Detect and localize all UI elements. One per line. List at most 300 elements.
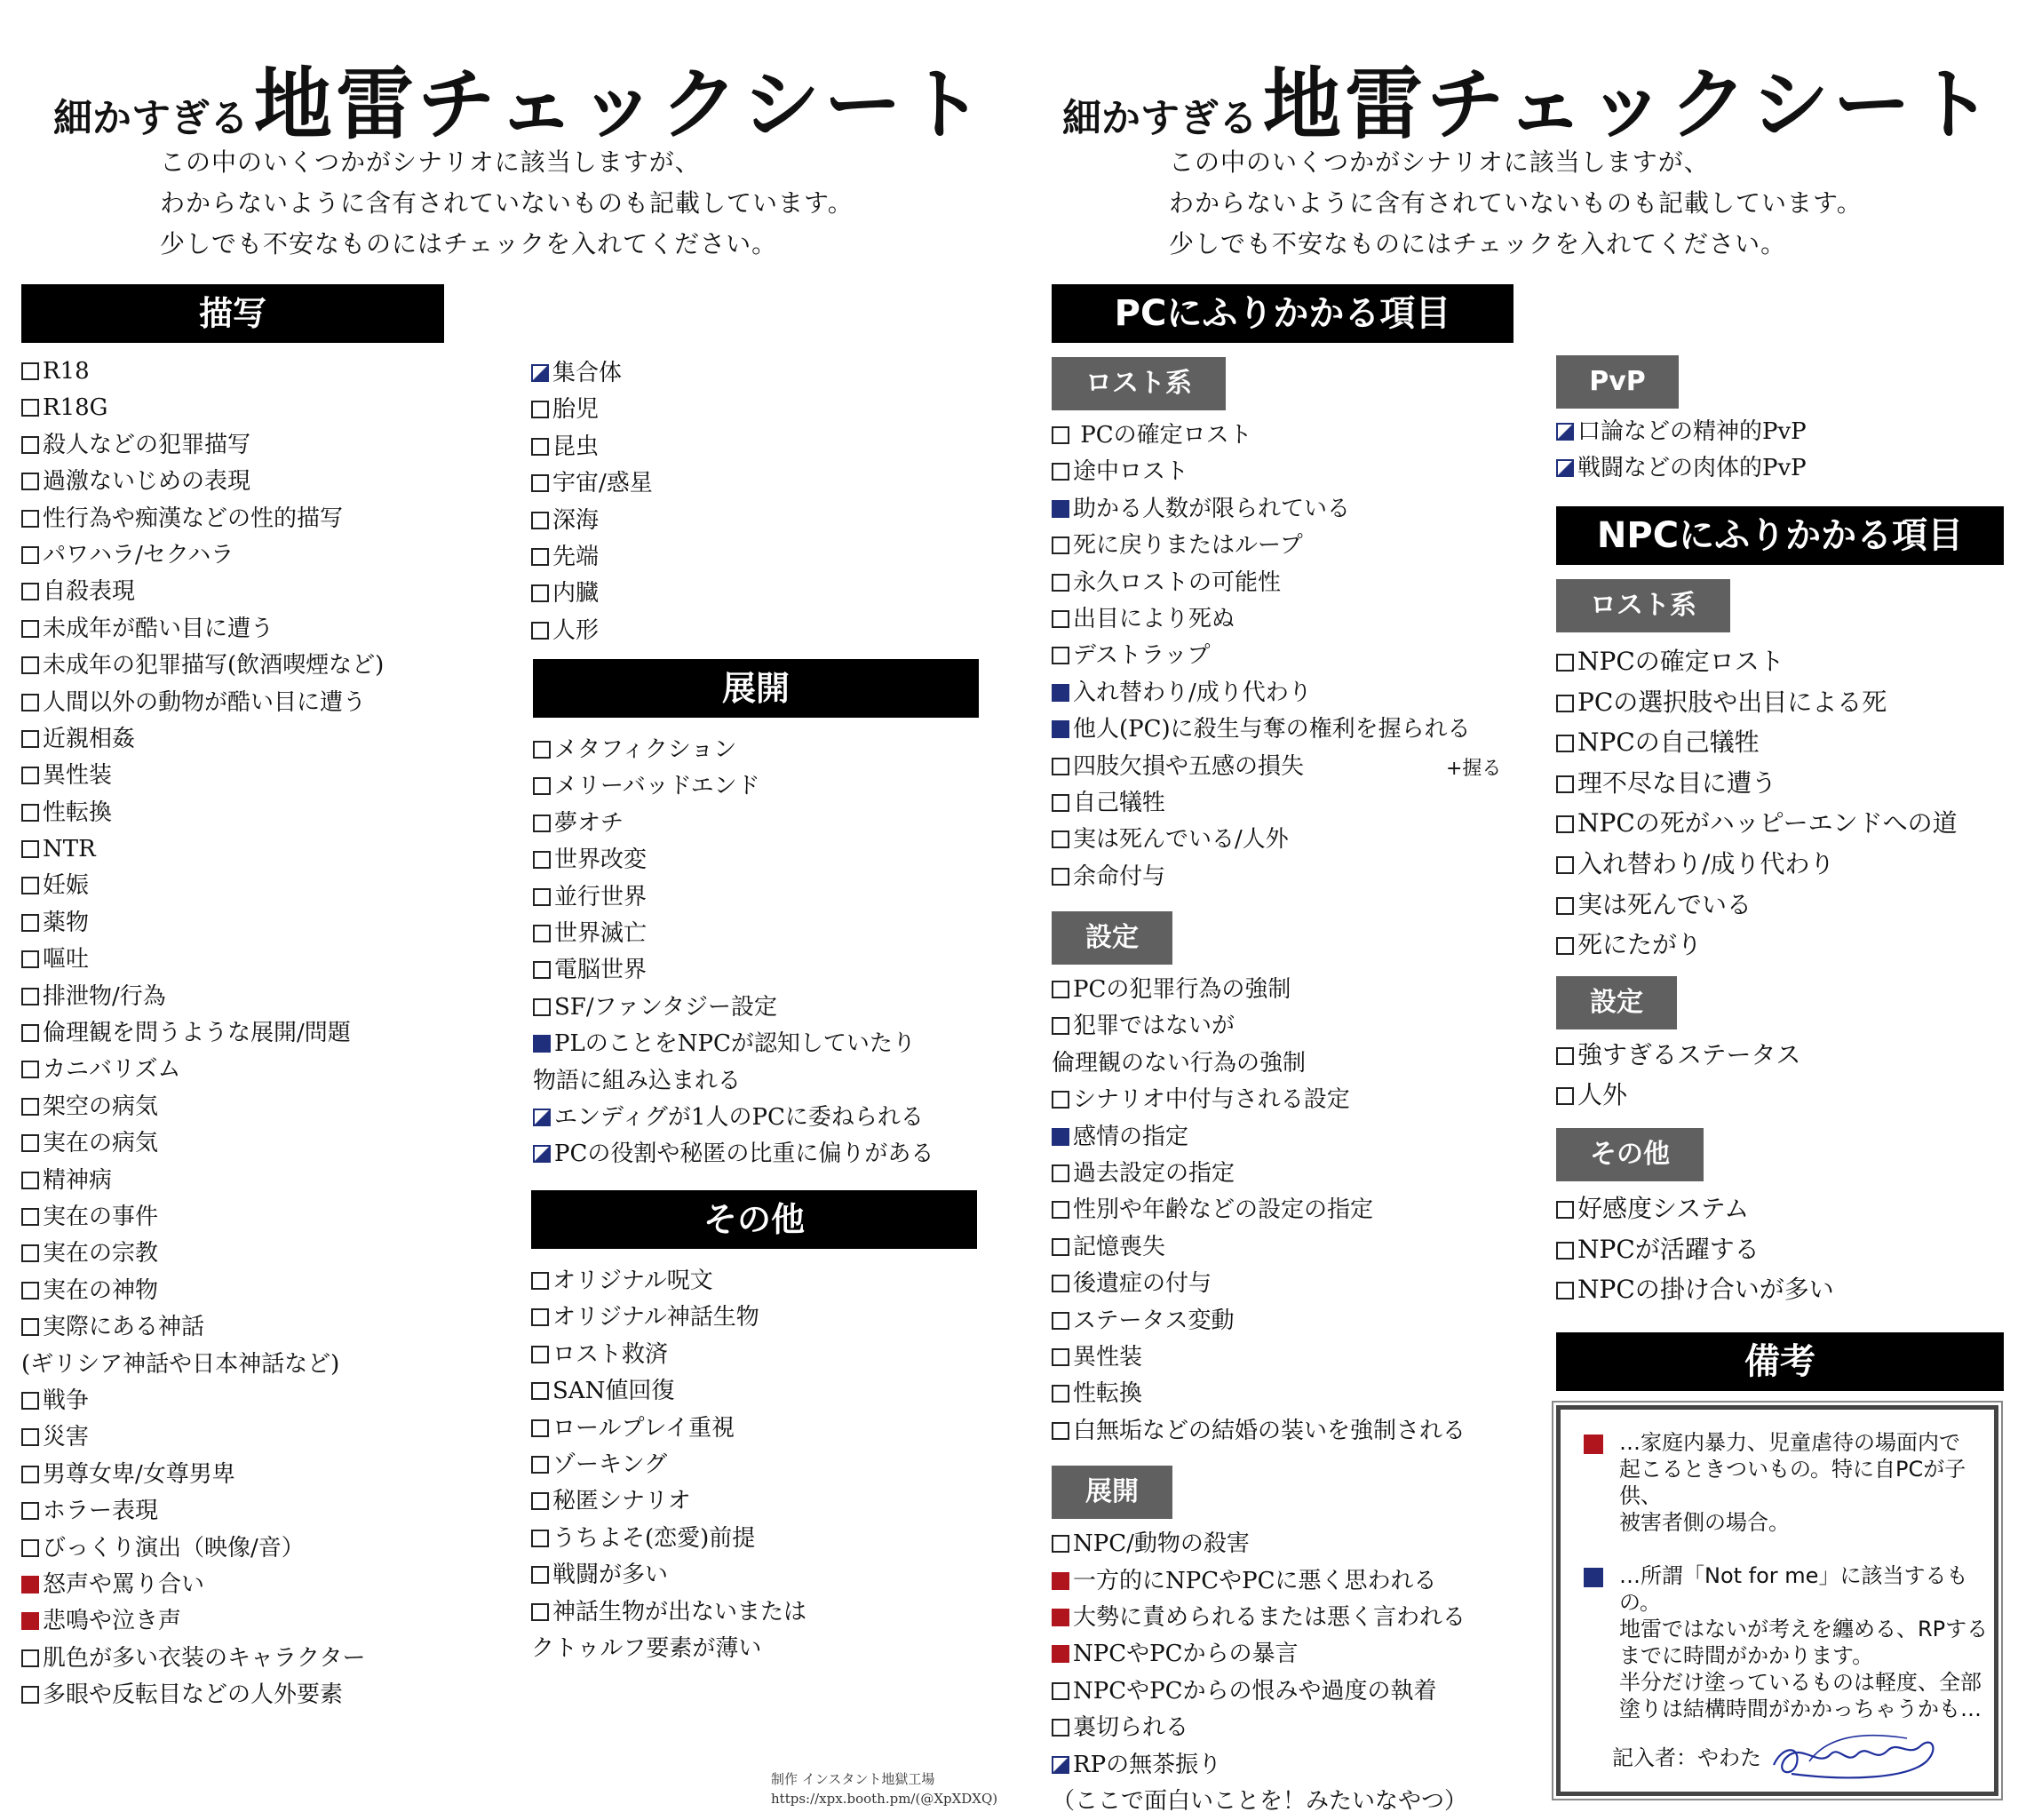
- checklist-item[interactable]: [21, 795, 444, 831]
- checkbox[interactable]: [533, 925, 551, 942]
- checklist-item[interactable]: [1556, 885, 2004, 926]
- checkbox[interactable]: [1556, 815, 1574, 833]
- checklist-item[interactable]: [1052, 1339, 1514, 1376]
- checklist-item[interactable]: [21, 721, 444, 758]
- checkbox[interactable]: [21, 877, 39, 894]
- checklist-item[interactable]: [533, 806, 979, 842]
- checkbox[interactable]: [1052, 426, 1069, 444]
- checkbox[interactable]: [21, 694, 39, 711]
- checklist-item-label: 電脳世界: [554, 957, 648, 984]
- checklist-item-label: 世界滅亡: [554, 919, 648, 947]
- checkbox[interactable]: [1052, 610, 1069, 628]
- checklist-item[interactable]: [1052, 1119, 1514, 1156]
- checklist-item[interactable]: [21, 390, 444, 426]
- checklist-item-label: 余命付与: [1073, 862, 1166, 890]
- checkbox[interactable]: [21, 1576, 39, 1593]
- checkbox[interactable]: [21, 1466, 39, 1483]
- checklist-item-label: 自己犠牲: [1073, 789, 1166, 816]
- checklist-item[interactable]: [21, 611, 444, 648]
- checklist-item-label: 実在の病気: [43, 1130, 159, 1157]
- checklist-item-label: PLのことをNPCが認知していたり: [554, 1030, 916, 1058]
- checklist-item[interactable]: [21, 1493, 444, 1530]
- checklist-item[interactable]: [531, 1594, 977, 1631]
- checkbox[interactable]: [1052, 831, 1069, 848]
- checkbox[interactable]: [21, 1208, 39, 1226]
- checkbox[interactable]: [531, 1382, 549, 1400]
- checklist-item[interactable]: [21, 354, 444, 390]
- checklist-item[interactable]: [1052, 1784, 1514, 1820]
- checkbox[interactable]: [21, 473, 39, 490]
- checkbox[interactable]: [1052, 1017, 1069, 1035]
- checklist-item[interactable]: [531, 1373, 977, 1410]
- checklist-item[interactable]: [533, 842, 979, 878]
- checkbox[interactable]: [1556, 775, 1574, 793]
- checklist-item-label: 感情の指定: [1073, 1123, 1189, 1150]
- checklist-item[interactable]: [1556, 1188, 2004, 1229]
- checklist-item-label: (ギリシア神話や日本神話など): [21, 1350, 340, 1378]
- checkbox[interactable]: [1052, 720, 1069, 738]
- checklist-item[interactable]: [1052, 1710, 1514, 1746]
- checklist-item[interactable]: [21, 501, 444, 537]
- signature-image: [1765, 1719, 1943, 1790]
- checkbox[interactable]: [1052, 1164, 1069, 1182]
- checklist-item-label: 入れ替わり/成り代わり: [1577, 848, 1835, 878]
- checklist-item[interactable]: [1052, 565, 1514, 601]
- checklist-item-label: 戦争: [43, 1387, 90, 1414]
- checklist-item-label: 永久ロストの可能性: [1073, 568, 1282, 596]
- checkbox[interactable]: [533, 815, 551, 832]
- checkbox[interactable]: [21, 1612, 39, 1630]
- checklist-item[interactable]: [21, 1052, 444, 1088]
- checklist-item[interactable]: [1052, 972, 1514, 1008]
- checklist-item[interactable]: [531, 355, 975, 392]
- checkbox[interactable]: [531, 512, 549, 529]
- checklist-item[interactable]: [21, 537, 444, 574]
- checkbox[interactable]: [1052, 1535, 1069, 1553]
- npc-settei-block: [1556, 976, 2004, 1116]
- checklist-item[interactable]: [21, 1641, 444, 1677]
- checkbox[interactable]: [21, 1244, 39, 1262]
- checkbox[interactable]: [1052, 1312, 1069, 1330]
- intro-line: わからないように含有されていないものも記載しています。: [160, 188, 854, 218]
- checkbox[interactable]: [1052, 868, 1069, 886]
- checkbox[interactable]: [533, 1035, 551, 1053]
- checklist-item-label: NPCやPCからの暴言: [1073, 1641, 1299, 1668]
- checklist-item[interactable]: [1052, 1229, 1514, 1266]
- checkbox[interactable]: [1052, 1238, 1069, 1256]
- checklist-item-label: オリジナル神話生物: [552, 1304, 759, 1331]
- checkbox[interactable]: [1556, 1087, 1574, 1105]
- checkbox[interactable]: [21, 510, 39, 528]
- checkbox[interactable]: [21, 840, 39, 858]
- checkbox[interactable]: [533, 741, 551, 759]
- checklist-item[interactable]: [531, 1299, 977, 1336]
- checklist-item-label: 助かる人数が限られている: [1073, 495, 1351, 522]
- checklist-item[interactable]: [1556, 763, 2004, 804]
- checklist-item-label: シナリオ中付与される設定: [1073, 1086, 1350, 1114]
- checklist-item[interactable]: [531, 429, 975, 465]
- checklist-item[interactable]: [533, 879, 979, 916]
- checklist-item[interactable]: [1052, 711, 1514, 748]
- checklist-item[interactable]: [21, 427, 444, 464]
- checklist-item[interactable]: [21, 1199, 444, 1236]
- checkbox[interactable]: [533, 851, 551, 869]
- checklist-item-label: 多眼や反転目などの人外要素: [43, 1681, 344, 1709]
- checklist-item[interactable]: [21, 1089, 444, 1125]
- checklist-item[interactable]: [21, 648, 444, 684]
- sonota-section: [531, 1190, 977, 1667]
- checklist-item[interactable]: [1052, 1636, 1514, 1673]
- checklist-item[interactable]: [1556, 722, 2004, 763]
- remark-red-line: 起こるときついもの。特に自PCが子供、: [1619, 1457, 1966, 1508]
- checkbox[interactable]: [1052, 1609, 1069, 1626]
- checkbox[interactable]: [1052, 758, 1069, 775]
- checklist-item[interactable]: [21, 979, 444, 1015]
- checklist-item[interactable]: [1052, 1192, 1514, 1228]
- checklist-item-label: NPCの掛け合いが多い: [1577, 1275, 1834, 1305]
- checkbox[interactable]: [21, 656, 39, 674]
- byosha2-section: [531, 355, 975, 649]
- checkbox[interactable]: [1052, 1128, 1069, 1146]
- checklist-item[interactable]: [1052, 454, 1514, 490]
- checkbox[interactable]: [533, 777, 551, 795]
- checklist-item-label: 妊娠: [43, 872, 90, 900]
- checklist-item-label: 性別や年齢などの設定の指定: [1073, 1196, 1374, 1224]
- checklist-item[interactable]: [21, 1567, 444, 1603]
- checkbox[interactable]: [1556, 1282, 1574, 1299]
- checklist-item[interactable]: [21, 1273, 444, 1309]
- checklist-item[interactable]: [533, 732, 979, 768]
- credit-maker: 制作 インスタント地獄工場: [771, 1771, 935, 1787]
- checkbox[interactable]: [21, 1098, 39, 1116]
- checkbox[interactable]: [1052, 500, 1069, 518]
- checklist-item[interactable]: [21, 868, 444, 904]
- checklist-item-label: 胎児: [552, 396, 600, 424]
- checklist-item-label: 実は死んでいる/人外: [1073, 826, 1289, 854]
- checklist-item[interactable]: [1556, 1229, 2004, 1270]
- checklist-item[interactable]: [1052, 675, 1514, 711]
- checklist-item[interactable]: [1052, 859, 1514, 895]
- checklist-item[interactable]: [1052, 1303, 1514, 1339]
- checklist-item[interactable]: [533, 989, 979, 1026]
- checklist-item[interactable]: [1052, 601, 1514, 638]
- checkbox[interactable]: [531, 438, 549, 456]
- checklist-item[interactable]: [1052, 1563, 1514, 1600]
- checkbox[interactable]: [1052, 1091, 1069, 1109]
- checklist-item[interactable]: [531, 539, 975, 576]
- checkbox[interactable]: [1556, 423, 1574, 441]
- checklist-item[interactable]: [1052, 749, 1514, 785]
- lost-list: [1052, 417, 1514, 895]
- checklist-item[interactable]: [1052, 528, 1514, 564]
- checkbox[interactable]: [1052, 1275, 1069, 1292]
- section-header-byosha: 描写: [21, 284, 444, 343]
- checkbox[interactable]: [1052, 1348, 1069, 1366]
- checklist-item[interactable]: [1556, 450, 2000, 487]
- checklist-item[interactable]: [21, 1530, 444, 1567]
- checkbox[interactable]: [531, 1566, 549, 1584]
- checkbox[interactable]: [533, 998, 551, 1016]
- checklist-item[interactable]: [1556, 641, 2004, 682]
- checklist-item[interactable]: [1052, 1673, 1514, 1710]
- checklist-item[interactable]: [533, 768, 979, 805]
- checkbox[interactable]: [531, 364, 549, 382]
- checkbox[interactable]: [21, 1134, 39, 1152]
- checklist-item[interactable]: [533, 952, 979, 989]
- checkbox[interactable]: [21, 620, 39, 638]
- checklist-item[interactable]: [531, 1337, 977, 1373]
- checkbox[interactable]: [1052, 1719, 1069, 1737]
- checkbox[interactable]: [1556, 654, 1574, 672]
- checkbox[interactable]: [531, 584, 549, 602]
- checkbox[interactable]: [1556, 1047, 1574, 1065]
- checklist-item-label: 架空の病気: [43, 1093, 159, 1120]
- remark-blue-line: 塗りは結構時間がかかっちゃうかも…: [1619, 1697, 1982, 1721]
- checkbox[interactable]: [21, 1686, 39, 1704]
- checkbox[interactable]: [533, 1109, 551, 1126]
- checkbox[interactable]: [1556, 1242, 1574, 1260]
- checklist-item[interactable]: [1052, 417, 1514, 454]
- checkbox[interactable]: [21, 1502, 39, 1520]
- checkbox[interactable]: [1052, 1422, 1069, 1440]
- credit: [771, 1769, 997, 1808]
- checkbox[interactable]: [1052, 1201, 1069, 1219]
- checklist-item-label: 嘔吐: [43, 946, 90, 974]
- subheader-tenkai: 展開: [1052, 1466, 1172, 1519]
- checklist-item-label: RPの無茶振り: [1073, 1751, 1222, 1778]
- checklist-item[interactable]: [21, 1603, 444, 1640]
- checkbox[interactable]: [531, 1492, 549, 1510]
- checkbox[interactable]: [531, 1308, 549, 1326]
- checkbox[interactable]: [531, 622, 549, 640]
- checkbox[interactable]: [531, 1419, 549, 1437]
- checkbox[interactable]: [21, 1392, 39, 1410]
- checklist-item[interactable]: [533, 1026, 979, 1062]
- checklist-item-label: 実在の宗教: [43, 1240, 159, 1268]
- signature-stroke: [1774, 1743, 1933, 1778]
- checklist-item-label: 好感度システム: [1577, 1193, 1750, 1223]
- checklist-item[interactable]: [1052, 1413, 1514, 1450]
- checklist-item[interactable]: [531, 503, 975, 539]
- checkbox[interactable]: [21, 1061, 39, 1078]
- checkbox[interactable]: [1052, 1572, 1069, 1590]
- checkbox[interactable]: [21, 399, 39, 417]
- checklist-item-label: R18G: [43, 394, 108, 422]
- checkbox[interactable]: [21, 1649, 39, 1667]
- checklist-item-label: 過去設定の指定: [1073, 1160, 1235, 1188]
- checklist-item[interactable]: [21, 1125, 444, 1162]
- checklist-item[interactable]: [21, 464, 444, 500]
- checklist-item[interactable]: [1052, 785, 1514, 822]
- checklist-item[interactable]: [531, 392, 975, 428]
- checklist-item[interactable]: [21, 1347, 444, 1383]
- checklist-item-label: 昆虫: [552, 433, 600, 460]
- checklist-item[interactable]: [21, 1163, 444, 1199]
- checklist-item[interactable]: [1052, 491, 1514, 528]
- checkbox[interactable]: [21, 362, 39, 380]
- checklist-item[interactable]: [21, 1309, 444, 1346]
- checkbox[interactable]: [1556, 459, 1574, 477]
- checkbox[interactable]: [533, 1145, 551, 1163]
- checkbox[interactable]: [531, 1530, 549, 1547]
- checklist-item-label: 薬物: [43, 909, 90, 936]
- checklist-item-label: NPCが活躍する: [1577, 1234, 1760, 1264]
- checkbox[interactable]: [1556, 735, 1574, 752]
- checkbox[interactable]: [531, 1272, 549, 1290]
- checklist-item[interactable]: [21, 831, 444, 868]
- checkbox[interactable]: [1052, 536, 1069, 554]
- checkbox[interactable]: [531, 1456, 549, 1474]
- checkbox[interactable]: [1052, 794, 1069, 812]
- sheet-title: [1062, 43, 1996, 155]
- checklist-item-label: 殺人などの犯罪描写: [43, 431, 251, 458]
- checkbox[interactable]: [21, 546, 39, 564]
- checklist-item-label: 人外: [1577, 1080, 1628, 1110]
- checklist-item-label: 未成年の犯罪描写(飲酒喫煙など): [43, 652, 385, 680]
- checklist-item[interactable]: [21, 1677, 444, 1713]
- checkbox[interactable]: [1556, 695, 1574, 712]
- checklist-item[interactable]: [531, 465, 975, 502]
- checkbox[interactable]: [21, 950, 39, 968]
- checklist-item-label: 実在の神物: [43, 1276, 159, 1304]
- settei-block: [1052, 911, 1514, 1450]
- subheader-npc-sonota: その他: [1556, 1128, 1704, 1181]
- checkbox[interactable]: [531, 401, 549, 418]
- npc-lost-block: [1556, 579, 2004, 966]
- subheader-pvp: PvP: [1556, 355, 1679, 409]
- checklist-item[interactable]: [533, 1100, 979, 1136]
- credit-url[interactable]: https://xpx.booth.pm/(@XpXDXQ): [771, 1791, 998, 1807]
- checkbox[interactable]: [21, 730, 39, 748]
- checklist-item[interactable]: [531, 576, 975, 612]
- checklist-item[interactable]: [1052, 638, 1514, 674]
- checklist-item[interactable]: [21, 1419, 444, 1456]
- checkbox[interactable]: [21, 1172, 39, 1189]
- checkbox[interactable]: [1052, 1756, 1069, 1774]
- checkbox[interactable]: [531, 474, 549, 492]
- checkbox[interactable]: [531, 548, 549, 566]
- checkbox[interactable]: [21, 988, 39, 1005]
- checklist-item[interactable]: [1052, 1266, 1514, 1302]
- checklist-item[interactable]: [531, 1263, 977, 1299]
- checklist-item[interactable]: [531, 1483, 977, 1520]
- checklist-item-label: SAN値回復: [552, 1378, 675, 1405]
- checklist-item-label: 戦闘などの肉体的PvP: [1577, 455, 1807, 482]
- checklist-item[interactable]: [1052, 1747, 1514, 1784]
- checklist-item[interactable]: [531, 1447, 977, 1483]
- checkbox[interactable]: [1052, 647, 1069, 664]
- checklist-item-label: 記憶喪失: [1073, 1233, 1166, 1260]
- checkbox[interactable]: [533, 961, 551, 979]
- checklist-item[interactable]: [21, 685, 444, 721]
- checklist-item[interactable]: [1556, 414, 2000, 450]
- subheader-lost: ロスト系: [1052, 357, 1226, 410]
- checkbox[interactable]: [21, 804, 39, 822]
- checkbox[interactable]: [1052, 1385, 1069, 1403]
- checkbox[interactable]: [1052, 1645, 1069, 1663]
- checklist-item[interactable]: [1556, 844, 2004, 885]
- checklist-item[interactable]: [533, 1136, 979, 1172]
- checklist-item[interactable]: [21, 905, 444, 942]
- checklist-item-label: メタフィクション: [554, 736, 737, 763]
- checklist-item[interactable]: [1052, 1045, 1514, 1082]
- checklist-item[interactable]: [533, 1063, 979, 1100]
- checkbox[interactable]: [21, 1428, 39, 1446]
- checklist-item[interactable]: [21, 1236, 444, 1272]
- remarks-box: [1556, 1405, 1998, 1796]
- checklist-item[interactable]: [1052, 822, 1514, 858]
- checklist-item[interactable]: [21, 758, 444, 794]
- checklist-item[interactable]: [531, 613, 975, 649]
- checklist-item[interactable]: [1052, 1008, 1514, 1045]
- checkbox[interactable]: [531, 1603, 549, 1621]
- checklist-item-label: 強すぎるステータス: [1577, 1039, 1801, 1069]
- checklist-item[interactable]: [1556, 803, 2004, 844]
- checkbox[interactable]: [1052, 463, 1069, 481]
- checklist-item[interactable]: [531, 1411, 977, 1447]
- checkbox[interactable]: [1556, 937, 1574, 955]
- checkbox[interactable]: [21, 1318, 39, 1336]
- checkbox[interactable]: [1556, 1201, 1574, 1219]
- checkbox[interactable]: [21, 583, 39, 600]
- checklist-item[interactable]: [1556, 925, 2004, 966]
- checkbox[interactable]: [21, 1282, 39, 1299]
- checklist-item[interactable]: [1052, 1600, 1514, 1636]
- checklist-item-label: NPCの自己犠牲: [1577, 727, 1760, 758]
- checklist-item[interactable]: [21, 574, 444, 610]
- checkbox[interactable]: [531, 1346, 549, 1363]
- section-header-sonota: その他: [531, 1190, 977, 1249]
- checklist-item[interactable]: [1556, 1075, 2004, 1116]
- intro-line: わからないように含有されていないものも記載しています。: [1169, 188, 1863, 218]
- checklist-item[interactable]: [531, 1631, 977, 1667]
- checklist-item[interactable]: [1556, 1269, 2004, 1310]
- checklist-item[interactable]: [1052, 1156, 1514, 1192]
- checkbox[interactable]: [1052, 684, 1069, 702]
- checklist-item-label: メリーバッドエンド: [554, 773, 760, 800]
- checkbox[interactable]: [21, 914, 39, 932]
- checklist-item[interactable]: [1052, 1526, 1514, 1562]
- checkbox[interactable]: [21, 436, 39, 454]
- checkbox[interactable]: [1052, 574, 1069, 592]
- checkbox[interactable]: [21, 1024, 39, 1042]
- checkbox[interactable]: [533, 888, 551, 906]
- checklist-item-label: ロールプレイ重視: [552, 1414, 735, 1442]
- checklist-item[interactable]: [1556, 682, 2004, 723]
- checkbox[interactable]: [1556, 856, 1574, 874]
- checklist-item[interactable]: [21, 1015, 444, 1052]
- checklist-item-label: 過激ないじめの表現: [43, 468, 251, 496]
- checkbox[interactable]: [1052, 981, 1069, 998]
- checklist-item[interactable]: [1556, 1035, 2004, 1076]
- remark-red-line: …家庭内暴力、児童虐待の場面内で: [1619, 1430, 1960, 1455]
- checkbox[interactable]: [21, 767, 39, 784]
- checkbox[interactable]: [1052, 1682, 1069, 1700]
- checklist-item-label: デストラップ: [1073, 642, 1211, 670]
- checklist-item[interactable]: [21, 1383, 444, 1419]
- checklist-item[interactable]: [1052, 1376, 1514, 1412]
- left-sheet: [0, 0, 1009, 1819]
- checklist-item[interactable]: [533, 916, 979, 952]
- checklist-item-label: 一方的にNPCやPCに悪く思われる: [1073, 1567, 1437, 1594]
- checklist-item[interactable]: [21, 1457, 444, 1493]
- checkbox[interactable]: [21, 1539, 39, 1557]
- checklist-item[interactable]: [21, 942, 444, 978]
- checklist-item[interactable]: [1052, 1082, 1514, 1118]
- checkbox[interactable]: [1556, 897, 1574, 915]
- checklist-item[interactable]: [531, 1521, 977, 1557]
- checklist-item[interactable]: [531, 1557, 977, 1593]
